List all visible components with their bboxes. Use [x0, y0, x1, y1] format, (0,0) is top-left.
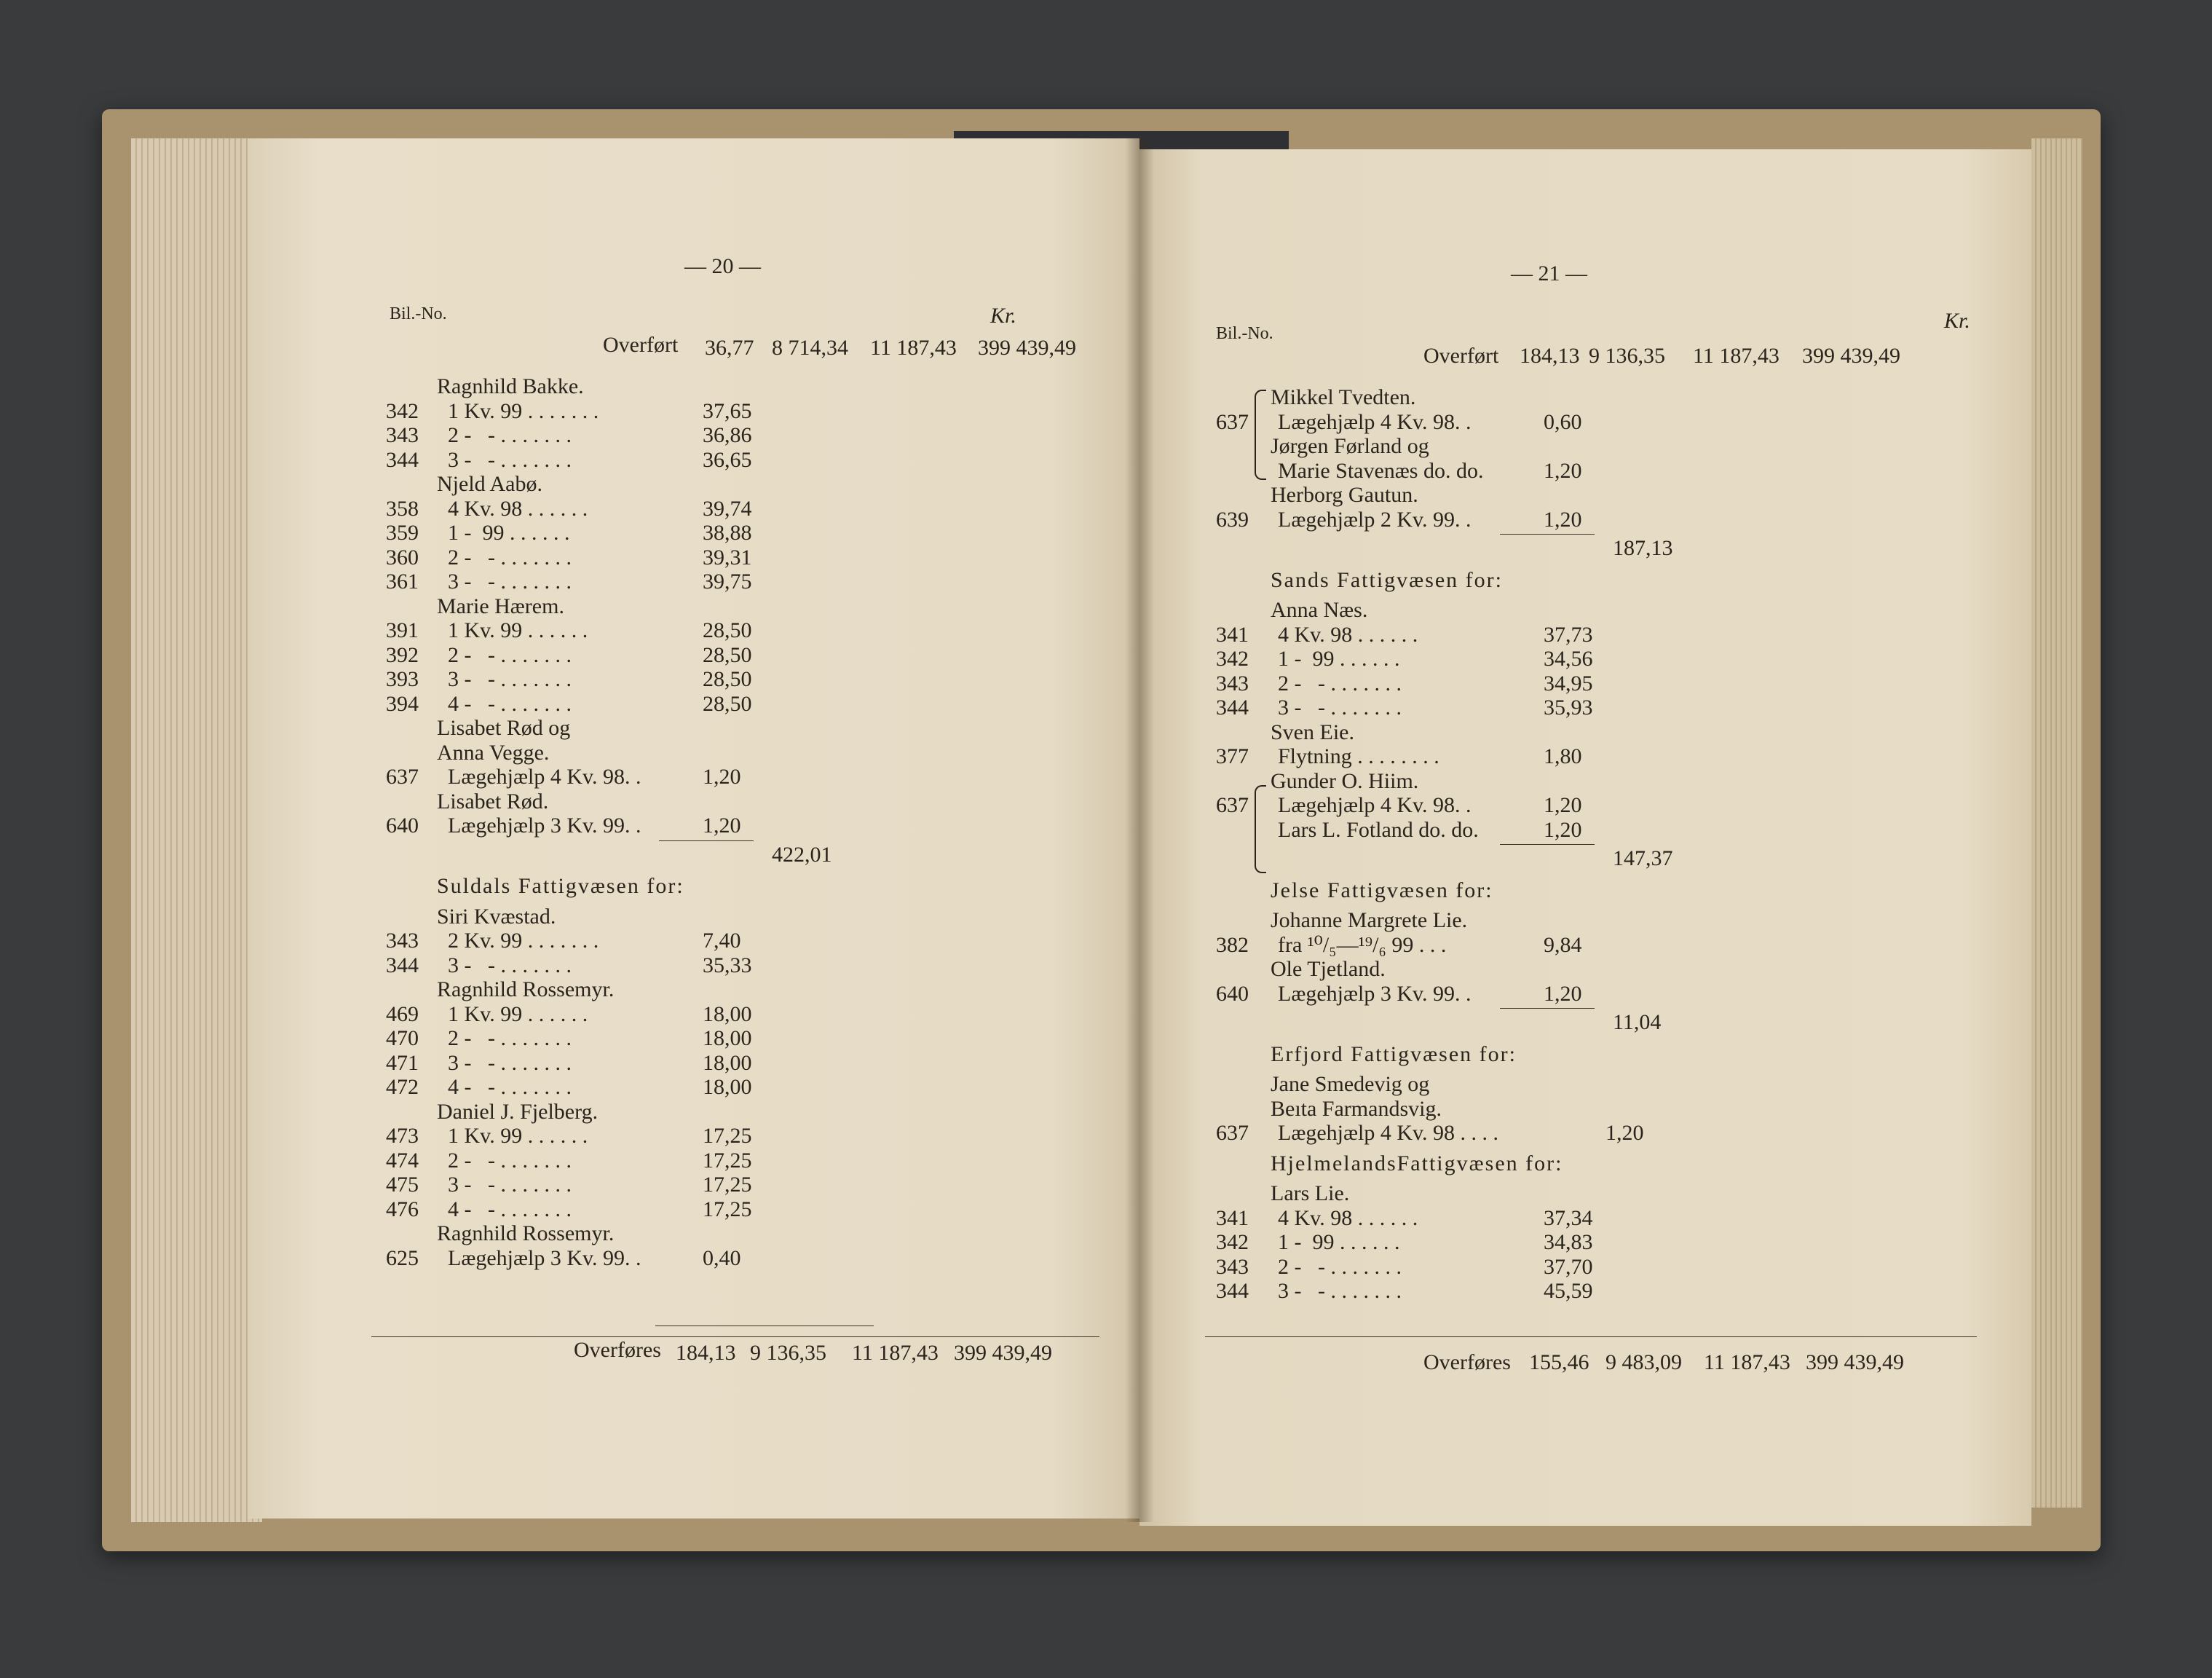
amount: 35,93: [1544, 696, 1593, 720]
bil-number: 637: [1216, 1121, 1249, 1145]
amount: 7,40: [703, 929, 741, 953]
entry-text: Lægehjælp 3 Kv. 99. .: [1278, 981, 1472, 1006]
entry-text: 3 - - . . . . . . .: [1278, 1279, 1402, 1303]
amount: 18,00: [703, 1050, 752, 1075]
overfores-label: Overføres: [574, 1338, 661, 1362]
entry-text: 2 - - . . . . . . .: [448, 642, 572, 667]
bil-number: 344: [1216, 1279, 1249, 1303]
amount: 37,34: [1544, 1205, 1593, 1230]
overfort-value: 399 439,49: [1802, 344, 1900, 368]
entry-text: 1 - 99 . . . . . .: [448, 521, 570, 545]
bil-number: 640: [386, 814, 419, 838]
overfort-value: 36,77: [705, 336, 754, 360]
bil-number: 344: [386, 953, 419, 977]
bil-number: 377: [1216, 744, 1249, 768]
entry-text: 3 - - . . . . . . .: [448, 447, 572, 472]
subtotal-amount: 11,04: [1613, 1010, 1662, 1034]
entry-text: 3 - - . . . . . . .: [448, 1173, 572, 1197]
entry-name: Ragnhild Rossemyr.: [437, 977, 615, 1001]
amount: 37,73: [1544, 622, 1593, 647]
page-number: — 21 —: [1511, 261, 1587, 285]
bil-number: 343: [1216, 671, 1249, 696]
page-right: [1139, 149, 2031, 1526]
bil-number: 341: [1216, 622, 1249, 647]
bracket: [1255, 785, 1266, 873]
bil-number: 341: [1216, 1205, 1249, 1230]
bil-number: 637: [1216, 793, 1249, 817]
entry-text: 3 - - . . . . . . .: [448, 953, 572, 977]
overfores-value: 184,13: [676, 1341, 736, 1365]
amount: 28,50: [703, 667, 752, 691]
overfores-value: 9 483,09: [1605, 1350, 1682, 1374]
bil-number: 391: [386, 618, 419, 642]
amount: 1,20: [1544, 793, 1582, 817]
entry-name: Njeld Aabø.: [437, 472, 542, 496]
amount: 0,40: [703, 1245, 741, 1270]
overfort-value: 9 136,35: [1589, 344, 1665, 368]
overfores-value: 9 136,35: [750, 1341, 826, 1365]
amount: 38,88: [703, 521, 752, 545]
entry-text: Lægehjælp 4 Kv. 98 . . . .: [1278, 1121, 1499, 1145]
page-number: — 20 —: [684, 254, 761, 278]
entry-name: Herborg Gautun.: [1271, 483, 1418, 507]
page-left: [248, 138, 1139, 1519]
bil-number: 343: [386, 929, 419, 953]
entry-name: Ragnhild Bakke.: [437, 374, 584, 398]
entry-text: 1 Kv. 99 . . . . . .: [448, 1001, 588, 1026]
overfores-label: Overføres: [1423, 1350, 1511, 1374]
amount: 1,20: [1544, 981, 1582, 1006]
page-stack-left: [131, 138, 262, 1522]
bil-number: 475: [386, 1173, 419, 1197]
overfores-value: 399 439,49: [1806, 1350, 1904, 1374]
entry-name: Daniel J. Fjelberg.: [437, 1099, 599, 1124]
bil-number: 473: [386, 1124, 419, 1148]
bil-number: 393: [386, 667, 419, 691]
entry-text: Lægehjælp 3 Kv. 99. .: [448, 1245, 641, 1270]
overfort-label: Overført: [603, 333, 679, 357]
entry-text: Lægehjælp 4 Kv. 98. .: [1278, 793, 1472, 817]
amount: 17,25: [703, 1148, 752, 1173]
entry-name: Johanne Margrete Lie.: [1271, 908, 1468, 932]
section-heading: HjelmelandsFattigvæsen for:: [1271, 1151, 1563, 1175]
amount: 34,56: [1544, 647, 1593, 671]
bil-number: 637: [386, 765, 419, 789]
entry-name: Siri Kvæstad.: [437, 904, 556, 929]
bil-number: 472: [386, 1075, 419, 1099]
bil-number: 637: [1216, 409, 1249, 434]
amount: 9,84: [1544, 932, 1582, 957]
entry-name: Sven Eie.: [1271, 720, 1354, 744]
bil-number: 639: [1216, 507, 1249, 532]
entry-text: 2 - - . . . . . . .: [448, 545, 572, 570]
entry-text: 4 Kv. 98 . . . . . .: [448, 496, 588, 521]
entry-text: Lægehjælp 4 Kv. 98. .: [448, 765, 641, 789]
amount: 39,75: [703, 570, 752, 594]
amount: 34,95: [1544, 671, 1593, 696]
bil-number: 344: [1216, 696, 1249, 720]
entry-text: 2 - - . . . . . . .: [448, 1148, 572, 1173]
bil-number: 394: [386, 691, 419, 716]
entry-text: 4 - - . . . . . . .: [448, 1075, 572, 1099]
amount: 1,80: [1544, 744, 1582, 768]
amount: 28,50: [703, 642, 752, 667]
bil-number: 471: [386, 1050, 419, 1075]
amount: 37,65: [703, 398, 752, 423]
bil-no-label: Bil.-No.: [390, 304, 447, 323]
bil-number: 343: [386, 423, 419, 447]
entry-name: Lars Lie.: [1271, 1181, 1350, 1205]
overfort-value: 11 187,43: [1693, 344, 1780, 368]
kr-label: Kr.: [1944, 309, 1970, 333]
footer-rule: [1205, 1336, 1977, 1337]
entry-text: 2 - - . . . . . . .: [448, 423, 572, 447]
entry-text: 4 - - . . . . . . .: [448, 1197, 572, 1221]
entry-text: Lægehjælp 3 Kv. 99. .: [448, 814, 641, 838]
overfort-value: 11 187,43: [870, 336, 957, 360]
amount: 35,33: [703, 953, 752, 977]
amount: 1,20: [1544, 458, 1582, 483]
amount: 36,86: [703, 423, 752, 447]
entry-name: Beıta Farmandsvig.: [1271, 1096, 1442, 1121]
subtotal-rule: [659, 840, 754, 841]
entry-name: Marie Hærem.: [437, 594, 564, 618]
bil-number: 625: [386, 1245, 419, 1270]
amount: 36,65: [703, 447, 752, 472]
entry-text: 3 - - . . . . . . .: [1278, 696, 1402, 720]
overfort-label: Overført: [1423, 344, 1499, 368]
entry-name: Lisabet Rød.: [437, 789, 549, 814]
bil-number: 359: [386, 521, 419, 545]
subtotal-rule: [1500, 844, 1595, 845]
entry-text: 4 - - . . . . . . .: [448, 691, 572, 716]
amount: 28,50: [703, 618, 752, 642]
entry-text: Marie Stavenæs do. do.: [1278, 458, 1484, 483]
overfort-value: 184,13: [1520, 344, 1580, 368]
amount: 0,60: [1544, 409, 1582, 434]
amount: 39,74: [703, 496, 752, 521]
amount: 18,00: [703, 1075, 752, 1099]
bil-number: 358: [386, 496, 419, 521]
entry-text: 1 - 99 . . . . . .: [1278, 1230, 1400, 1254]
entry-name: Lisabet Rød og: [437, 716, 571, 740]
overfort-value: 399 439,49: [978, 336, 1076, 360]
entry-name: Gunder O. Hiim.: [1271, 768, 1419, 793]
entry-text: 3 - - . . . . . . .: [448, 1050, 572, 1075]
entry-text: Flytning . . . . . . . .: [1278, 744, 1439, 768]
overfores-value: 11 187,43: [1704, 1350, 1790, 1374]
entry-text: Lægehjælp 4 Kv. 98. .: [1278, 409, 1472, 434]
entry-text: 2 Kv. 99 . . . . . . .: [448, 929, 599, 953]
entry-name: Ragnhild Rossemyr.: [437, 1221, 615, 1245]
bil-number: 476: [386, 1197, 419, 1221]
footer-rule: [371, 1336, 1099, 1337]
entry-name: Mikkel Tvedten.: [1271, 385, 1416, 409]
bil-number: 392: [386, 642, 419, 667]
amount: 37,70: [1544, 1254, 1593, 1279]
bil-number: 382: [1216, 932, 1249, 957]
bil-number: 360: [386, 545, 419, 570]
entry-text: 2 - - . . . . . . .: [1278, 671, 1402, 696]
amount: 17,25: [703, 1197, 752, 1221]
amount: 1,20: [1544, 507, 1582, 532]
overfores-value: 155,46: [1529, 1350, 1589, 1374]
entry-name: Jane Smedevig og: [1271, 1072, 1430, 1096]
entry-name: Jørgen Førland og: [1271, 434, 1429, 458]
amount: 1,20: [703, 765, 741, 789]
entry-text: 1 Kv. 99 . . . . . . .: [448, 398, 599, 423]
subtotal-rule: [1500, 1008, 1595, 1009]
bil-number: 343: [1216, 1254, 1249, 1279]
entry-text: 1 - 99 . . . . . .: [1278, 647, 1400, 671]
bil-number: 640: [1216, 981, 1249, 1006]
bil-number: 342: [1216, 647, 1249, 671]
subtotal-rule: [1500, 534, 1595, 535]
entry-text: Lars L. Fotland do. do.: [1278, 817, 1479, 842]
section-heading: Erfjord Fattigvæsen for:: [1271, 1041, 1517, 1066]
amount: 1,20: [1544, 817, 1582, 842]
entry-text: 3 - - . . . . . . .: [448, 667, 572, 691]
entry-name: Anna Næs.: [1271, 598, 1368, 622]
entry-text: 2 - - . . . . . . .: [1278, 1254, 1402, 1279]
amount: 45,59: [1544, 1279, 1593, 1303]
section-heading: Sands Fattigvæsen for:: [1271, 567, 1503, 592]
amount: 17,25: [703, 1173, 752, 1197]
amount: 1,20: [703, 814, 741, 838]
section-heading: Jelse Fattigvæsen for:: [1271, 878, 1493, 902]
subtotal-amount: 422,01: [772, 842, 832, 867]
amount: 28,50: [703, 691, 752, 716]
bil-number: 361: [386, 570, 419, 594]
overfort-value: 8 714,34: [772, 336, 848, 360]
entry-text: 1 Kv. 99 . . . . . .: [448, 618, 588, 642]
amount: 39,31: [703, 545, 752, 570]
section-heading: Suldals Fattigvæsen for:: [437, 874, 684, 898]
bil-no-label: Bil.-No.: [1216, 324, 1273, 343]
overfores-value: 11 187,43: [852, 1341, 939, 1365]
bil-number: 342: [1216, 1230, 1249, 1254]
amount: 18,00: [703, 1001, 752, 1026]
bil-number: 344: [386, 447, 419, 472]
gutter-shadow: [1125, 138, 1154, 1522]
bil-number: 342: [386, 398, 419, 423]
entry-name: Anna Vegge.: [437, 740, 550, 765]
amount: 17,25: [703, 1124, 752, 1148]
subtotal-amount: 187,13: [1613, 536, 1673, 560]
entry-text: Lægehjælp 2 Kv. 99. .: [1278, 507, 1472, 532]
overfores-value: 399 439,49: [954, 1341, 1052, 1365]
bil-number: 470: [386, 1026, 419, 1050]
entry-name: Ole Tjetland.: [1271, 957, 1386, 981]
amount: 34,83: [1544, 1230, 1593, 1254]
bil-number: 469: [386, 1001, 419, 1026]
bil-number: 474: [386, 1148, 419, 1173]
amount: 1,20: [1605, 1121, 1644, 1145]
subtotal-amount: 147,37: [1613, 846, 1673, 870]
page-stack-right: [2031, 138, 2082, 1508]
entry-text: 3 - - . . . . . . .: [448, 570, 572, 594]
kr-label: Kr.: [990, 304, 1016, 328]
entry-text: 2 - - . . . . . . .: [448, 1026, 572, 1050]
bracket: [1255, 390, 1266, 480]
entry-text: 4 Kv. 98 . . . . . .: [1278, 1205, 1418, 1230]
entry-text: fra ¹⁰/₅—¹⁹/₆ 99 . . .: [1278, 932, 1447, 957]
amount: 18,00: [703, 1026, 752, 1050]
entry-text: 1 Kv. 99 . . . . . .: [448, 1124, 588, 1148]
entry-text: 4 Kv. 98 . . . . . .: [1278, 622, 1418, 647]
